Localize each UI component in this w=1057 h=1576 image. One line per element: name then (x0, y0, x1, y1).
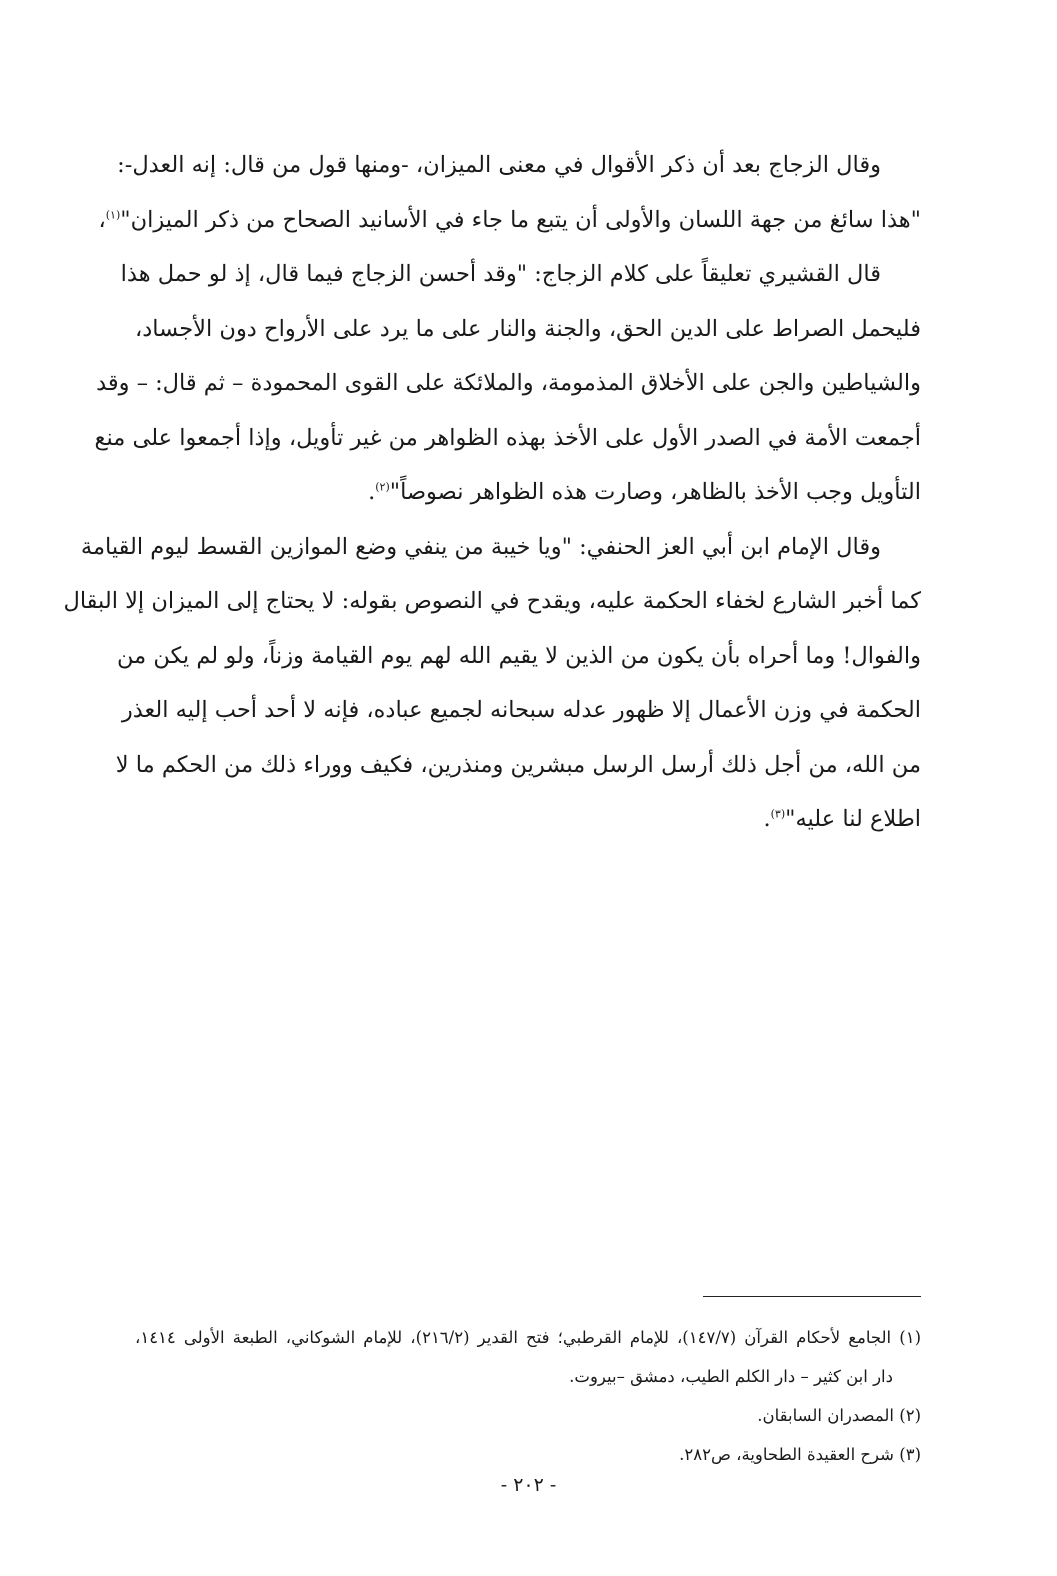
footnote-3: (٣) شرح العقيدة الطحاوية، ص٢٨٢. (679, 1445, 921, 1464)
footnote-2: (٢) المصدران السابقان. (757, 1406, 921, 1425)
paragraph-line: التأويل وجب الأخذ بالظاهر، وصارت هذه الظواهر نصوصاً"$^{(٢)}$. (368, 479, 921, 505)
paragraph-line: الحكمة في وزن الأعمال إلا ظهور عدله سبحانه لجميع عباده، فإنه لا أحد أحب إليه العذر (121, 697, 921, 723)
paragraph-line: والشياطين والجن على الأخلاق المذمومة، والملائكة على القوى المحمودة – ثم قال: – وقد (96, 370, 921, 396)
footnote-separator (703, 1296, 921, 1297)
paragraph-line: والفوال! وما أحراه بأن يكون من الذين لا يقيم الله لهم يوم القيامة وزناً، ولو لم يكن من (117, 642, 921, 669)
page-number: - ٢٠٢ - (500, 1474, 557, 1496)
paragraph-line: من الله، من أجل ذلك أرسل الرسل مبشرين ومنذرين، فكيف ووراء ذلك من الحكم ما لا (115, 751, 921, 778)
paragraph-line: أجمعت الأمة في الصدر الأول على الأخذ بهذه الظواهر من غير تأويل، وإذا أجمعوا على منع (94, 424, 921, 451)
footnote-1-continuation: دار ابن كثير – دار الكلم الطيب، دمشق –بيروت. (569, 1367, 893, 1386)
paragraph-line: اطلاع لنا عليه"$^{(٣)}$. (763, 806, 921, 832)
footnote-marker-3[interactable]: (٣) (770, 807, 786, 821)
paragraph-line: "هذا سائغ من جهة اللسان والأولى أن يتبع ما جاء في الأسانيد الصحاح من ذكر الميزان"$^{(١)}$، (98, 206, 921, 233)
footnote-marker-1[interactable]: (١) (105, 208, 121, 221)
paragraph-line: وقال الإمام ابن أبي العز الحنفي: "ويا خيبة من ينفي وضع الموازين القسط ليوم القيامة (80, 533, 881, 560)
paragraph-line: كما أخبر الشارع لخفاء الحكمة عليه، ويقدح في النصوص بقوله: لا يحتاج إلى الميزان إلا البقال (63, 588, 921, 614)
footnote-marker-2[interactable]: (٢) (375, 480, 390, 494)
paragraph-line: قال القشيري تعليقاً على كلام الزجاج: "وقد أحسن الزجاج فيما قال، إذ لو حمل هذا (120, 261, 881, 287)
paragraph-line: فليحمل الصراط على الدين الحق، والجنة والنار على ما يرد على الأرواح دون الأجساد، (135, 315, 921, 342)
paragraph-line: وقال الزجاج بعد أن ذكر الأقوال في معنى الميزان، -ومنها قول من قال: إنه العدل-: (117, 152, 881, 178)
footnote-1: (١) الجامع لأحكام القرآن (١٤٧/٧)، للإمام القرطبي؛ فتح القدير (٢١٦/٢)، للإمام الشوكاني، الطبعة الأولى ١٤١٤، (135, 1328, 921, 1347)
footnotes (135, 1318, 921, 1474)
main-text (63, 138, 921, 847)
